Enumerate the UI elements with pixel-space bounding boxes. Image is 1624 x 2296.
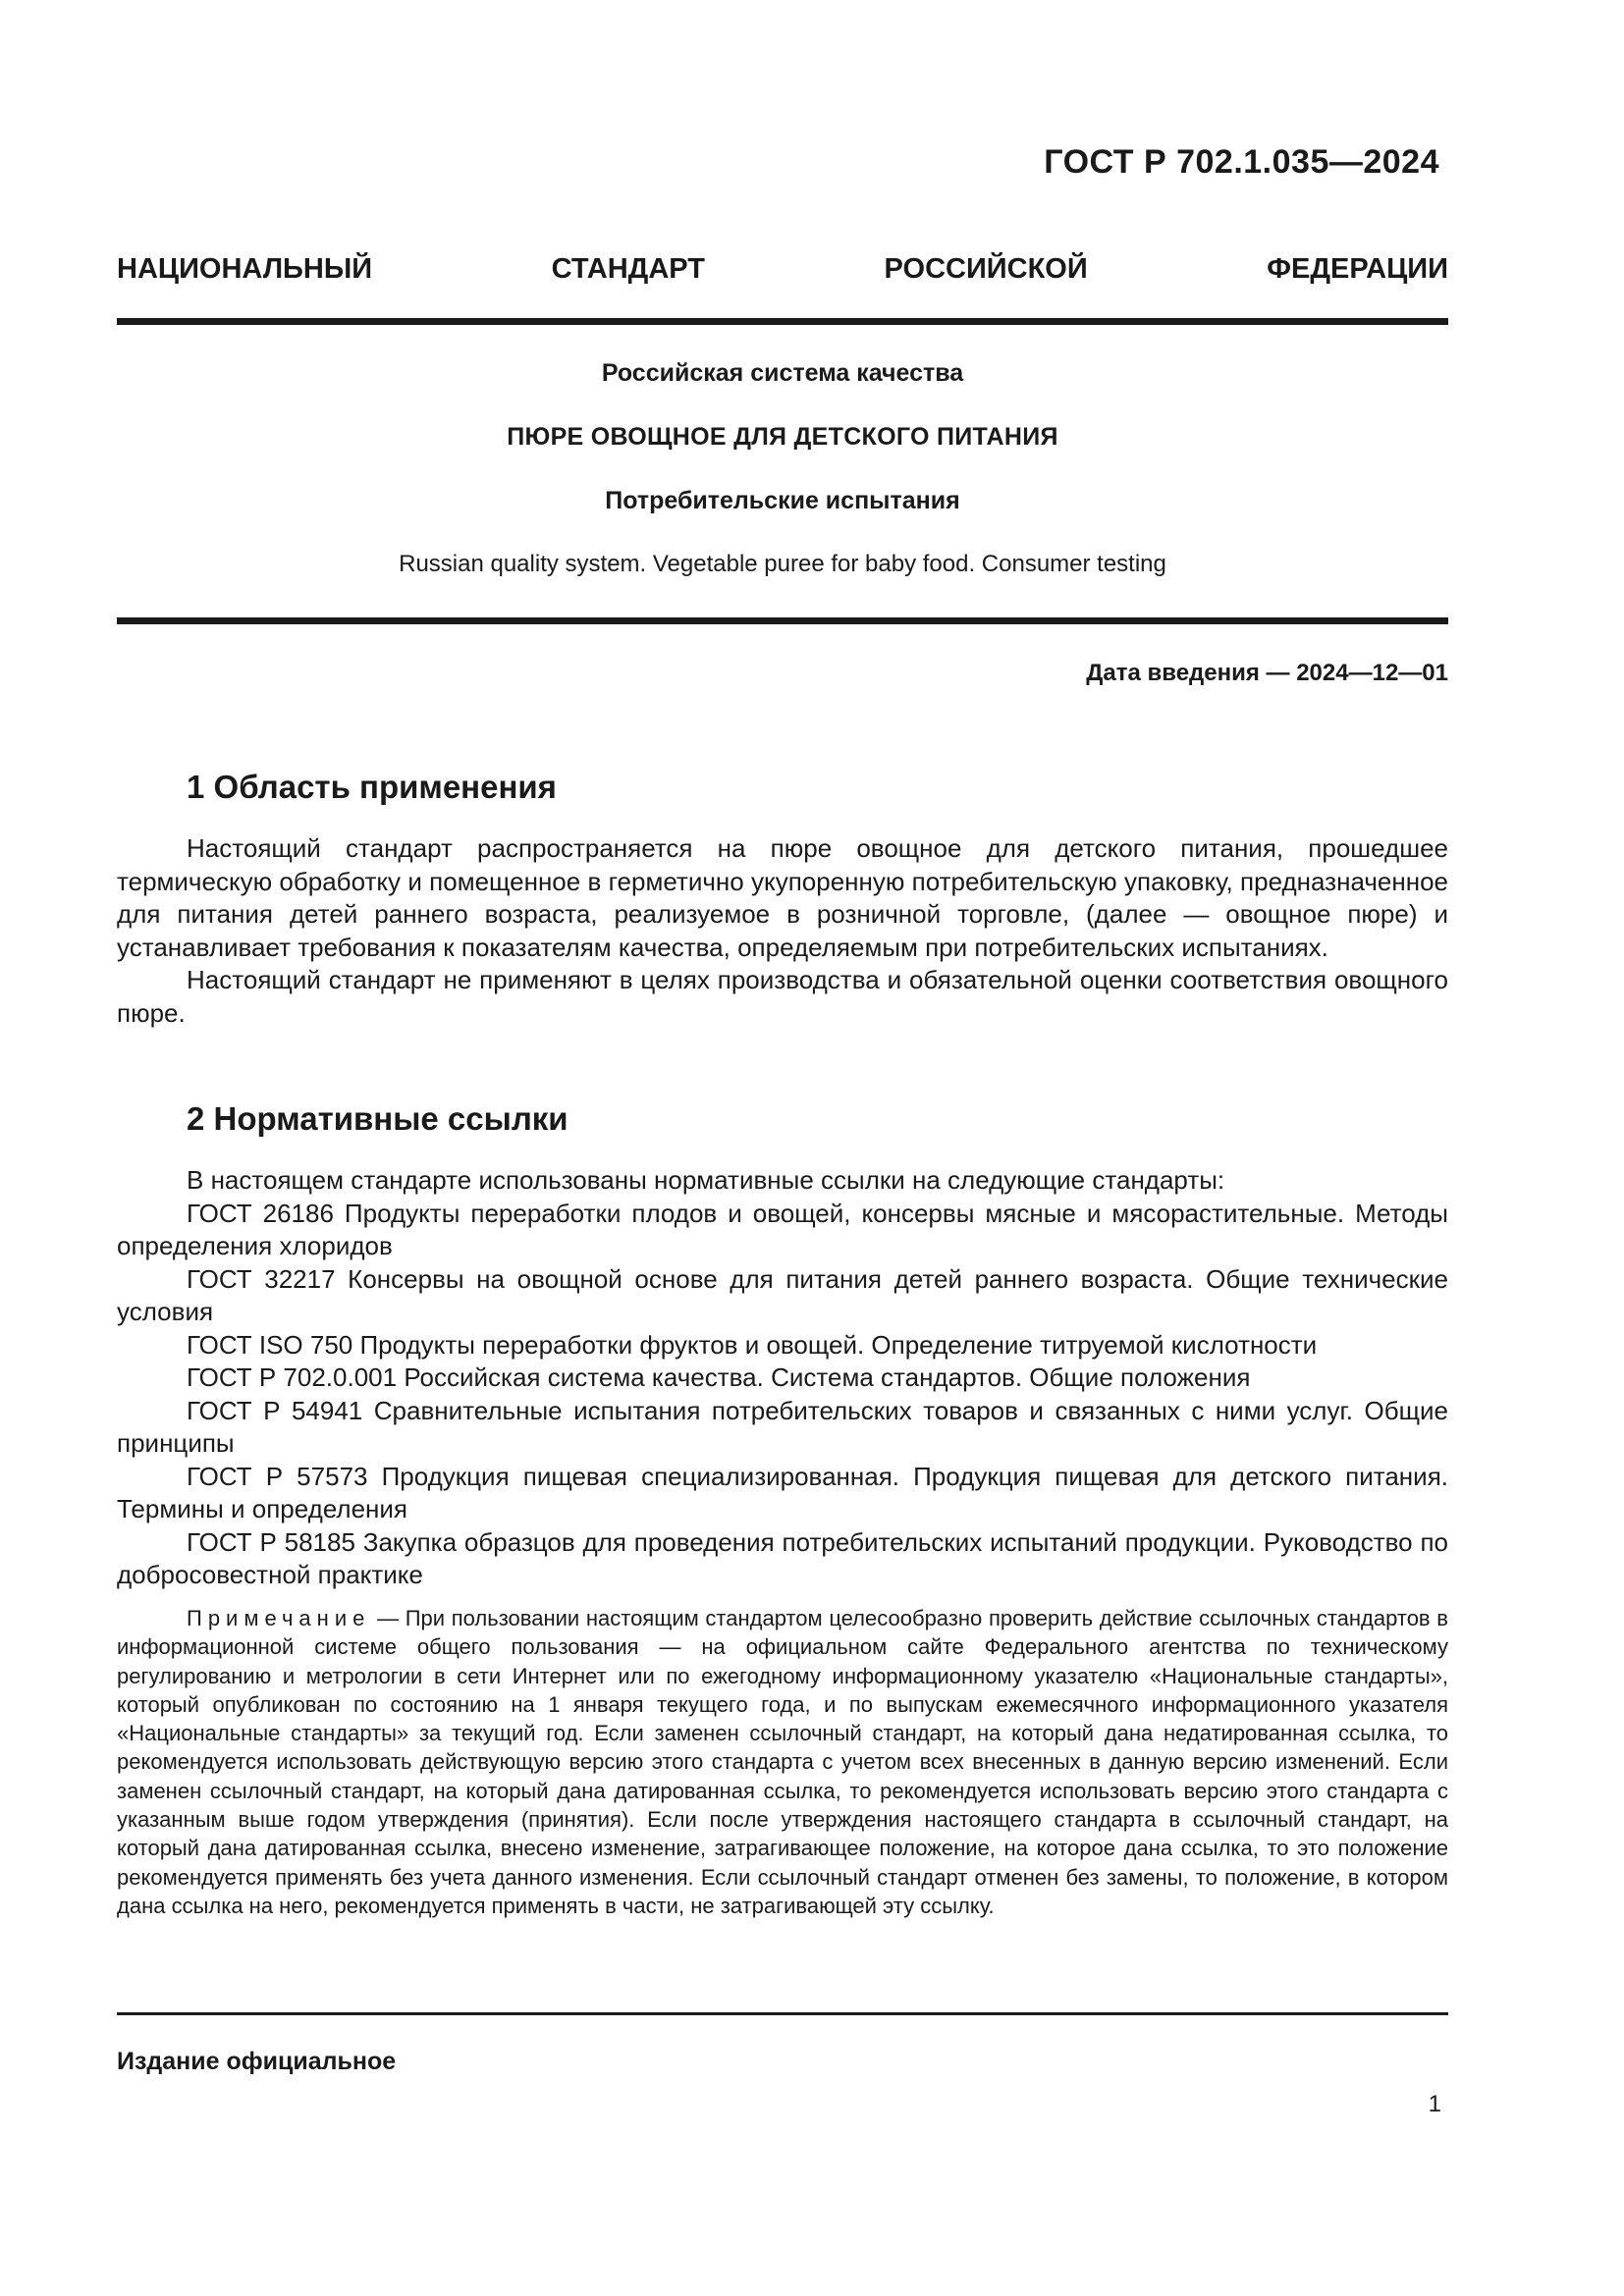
references-intro: В настоящем стандарте использованы нормативные ссылки на следующие стандарты: [187,1165,1225,1195]
section-1-heading: 1 Область применения [187,769,557,805]
product-title: ПЮРЕ ОВОЩНОЕ ДЛЯ ДЕТСКОГО ПИТАНИЯ [507,423,1058,451]
reference-item: ГОСТ Р 57573 Продукция пищевая специализированная. Продукция пищевая для детского питания. Термины и определения [117,1461,1448,1523]
page-number: 1 [1428,2091,1441,2117]
section-2-body [117,1164,1448,1592]
national-standard-title: НАЦИОНАЛЬНЫЙ СТАНДАРТ РОССИЙСКОЙ ФЕДЕРАЦИИ [117,253,1448,285]
document-code: ГОСТ Р 702.1.035—2024 [1044,143,1439,181]
english-title: Russian quality system. Vegetable puree for baby food. Consumer testing [399,551,1166,577]
reference-item: ГОСТ 32217 Консервы на овощной основе для питания детей раннего возраста. Общие технические условия [117,1263,1448,1326]
introduction-date: Дата введения — 2024—12—01 [1086,660,1448,686]
note-label: Примечание [187,1606,371,1630]
reference-item: ГОСТ Р 58185 Закупка образцов для проведения потребительских испытаний продукции. Руководство по добросовестной практике [117,1526,1448,1589]
section-1-paragraph: Настоящий стандарт не применяют в целях производства и обязательной оценки соответствия овощного пюре. [117,965,1448,1028]
title-divider [117,617,1448,624]
system-name: Российская система качества [601,359,964,387]
footer-divider [117,2012,1448,2015]
reference-item: ГОСТ Р 702.0.001 Российская система качества. Система стандартов. Общие положения [187,1362,1251,1392]
section-2-heading: 2 Нормативные ссылки [187,1100,568,1137]
standard-subtitle: Потребительские испытания [605,487,960,514]
note-text: — При пользовании настоящим стандартом целесообразно проверить действие ссылочных стандартов в информационной системе общего пользования — на официальном сайте Федерального агентства по техническому регулированию и метрологии в сети Интернет или по ежегодному информационному указателю «Национальные стандарты», который опубликован по состоянию на 1 января текущего года, и по выпускам ежемесячного информационного указателя «Национальные стандарты» за текущий год. Если заменен ссылочный стандарт, на который дана недатированная ссылка, то рекомендуется использовать действующую версию этого стандарта с учетом всех внесенных в данную версию изменений. Если заменен ссылочный стандарт, на который дана датированная ссылка, то рекомендуется использовать версию этого стандарта с указанным выше годом утверждения (принятия). Если после утверждения настоящего стандарта в ссылочный стандарт, на который дана датированная ссылка, внесено изменение, затрагивающее положение, на которое дана ссылка, то это положение рекомендуется применять без учета данного изменения. Если ссылочный стандарт отменен без замены, то положение, в котором дана ссылка на него, рекомендуется применять в части, не затрагивающей эту ссылку. [117,1606,1448,1918]
references-note [117,1604,1448,1920]
reference-item: ГОСТ Р 54941 Сравнительные испытания потребительских товаров и связанных с ними услуг. Общие принципы [117,1395,1448,1458]
reference-item: ГОСТ 26186 Продукты переработки плодов и овощей, консервы мясные и мясорастительные. Методы определения хлоридов [117,1198,1448,1260]
top-divider [117,318,1448,325]
section-1-body [117,832,1448,1030]
section-1-paragraph: Настоящий стандарт распространяется на пюре овощное для детского питания, прошедшее термическую обработку и помещенное в герметично укупоренную потребительскую упаковку, предназначенное для питания детей раннего возраста, реализуемое в розничной торговле, (далее — овощное пюре) и устанавливает требования к показателям качества, определяемым при потребительских испытаниях. [117,833,1448,962]
reference-item: ГОСТ ISO 750 Продукты переработки фруктов и овощей. Определение титруемой кислотности [187,1329,1318,1360]
official-edition-label: Издание официальное [117,2048,397,2075]
